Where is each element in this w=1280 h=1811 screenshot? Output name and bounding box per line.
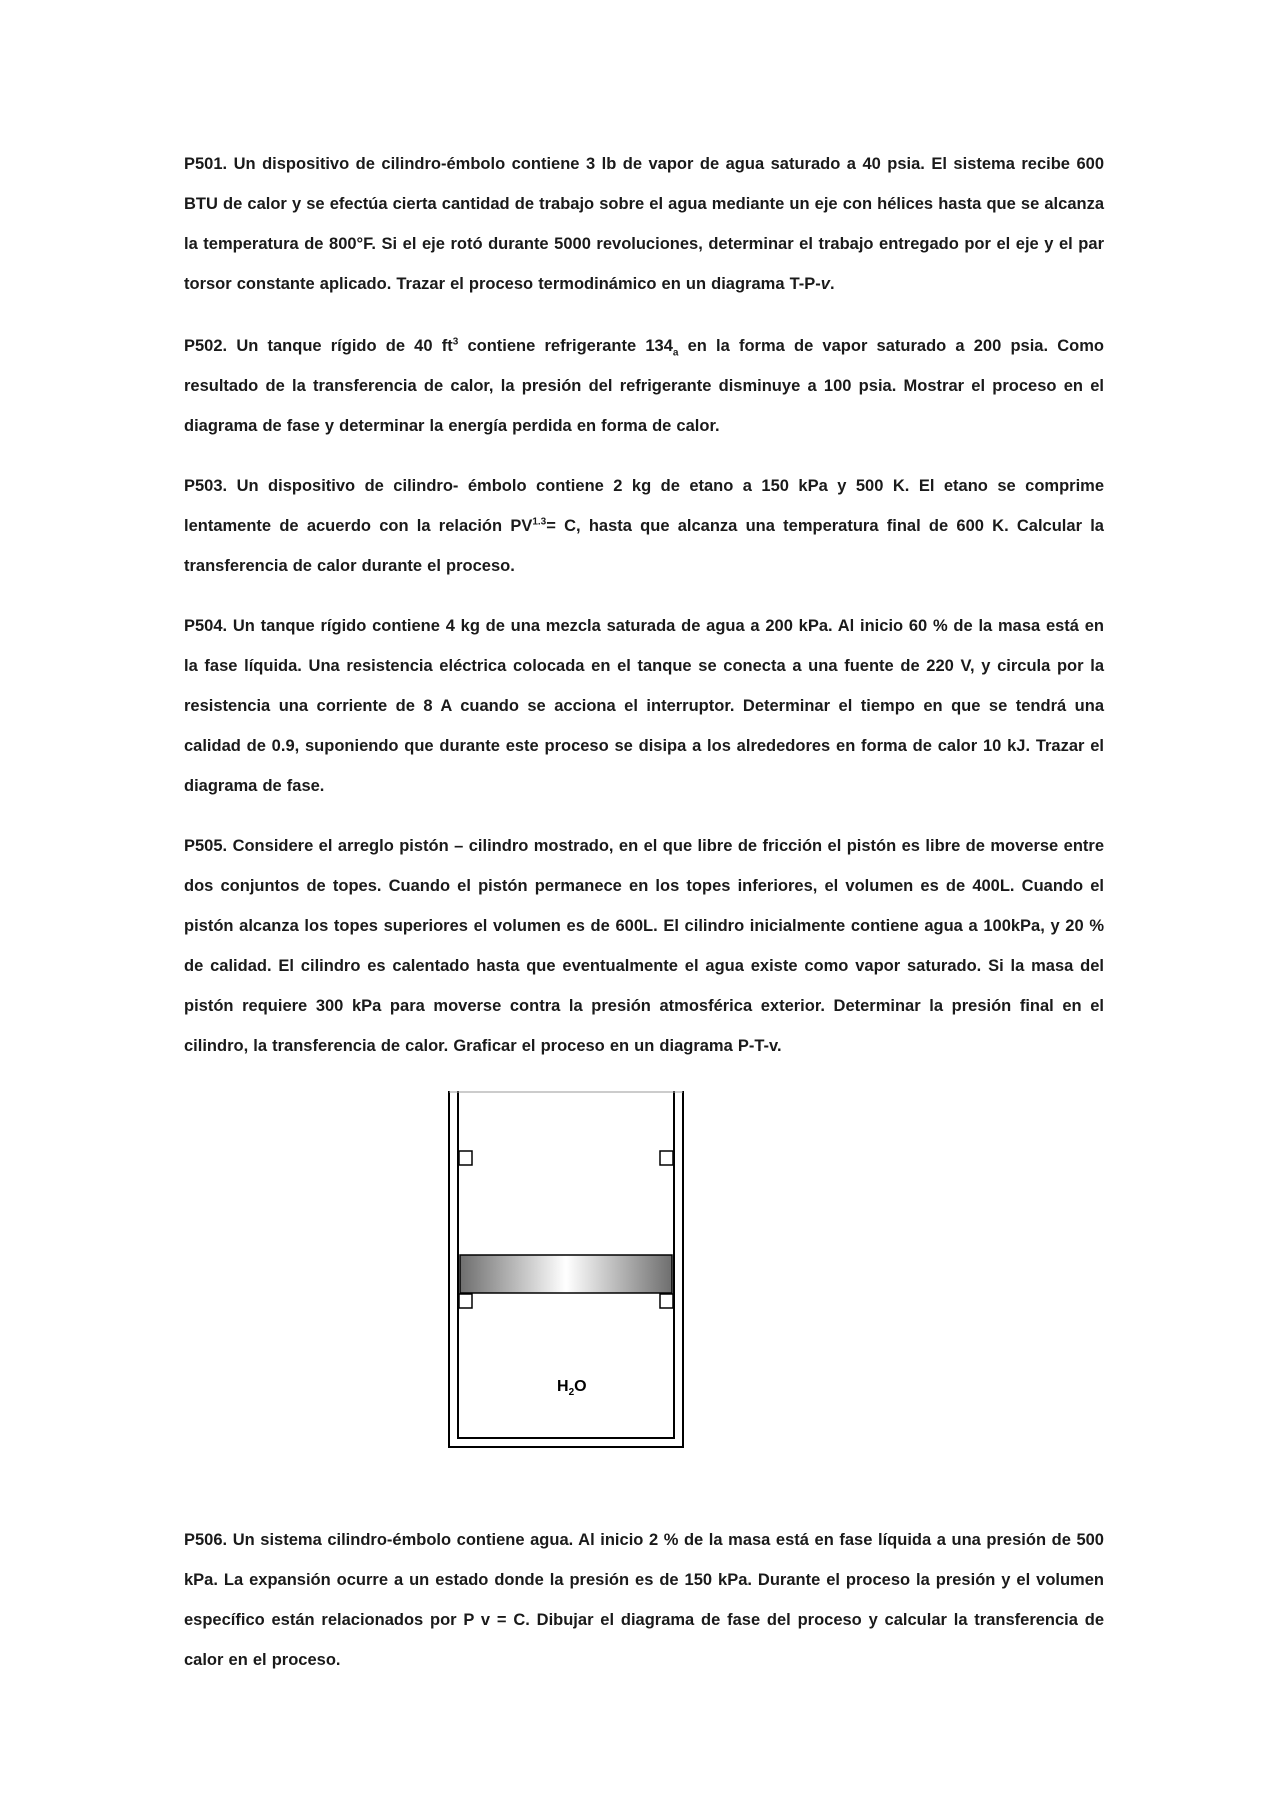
problem-p506	[184, 1520, 1104, 1680]
superscript: 1.3	[532, 516, 547, 528]
problem-p501	[184, 144, 1104, 304]
problem-text-italic: v	[820, 275, 830, 293]
problem-text: Un dispositivo de cilindro-émbolo contiene 3 lb de vapor de agua saturado a 40 psia. El sistema recibe 600 BTU de calor y se efectúa cierta cantidad de trabajo sobre el agua mediante un eje con hélices hasta que se alcanza la temperatura de 800°F. Si el eje rotó durante 5000 revoluciones, determinar el trabajo entregado por el eje y el par torsor constante aplicado. Trazar el proceso termodinámico en un diagrama T-P-	[184, 155, 1104, 293]
problem-id: P506.	[184, 1531, 228, 1549]
lower-stop-right	[660, 1294, 673, 1308]
problem-p502	[184, 326, 1104, 446]
upper-stop-left	[459, 1151, 472, 1165]
piston-cylinder-figure	[447, 1091, 685, 1449]
subscript: a	[672, 347, 679, 359]
h2o-label: $H_2O$	[557, 1378, 587, 1398]
problem-text: = C, hasta que alcanza una temperatura final de 600 K. Calcular la transferencia de calor durante el proceso.	[184, 517, 1104, 575]
lower-stop-left	[459, 1294, 472, 1308]
problem-id: P501.	[184, 155, 228, 173]
problem-text: contiene refrigerante 134	[458, 337, 673, 355]
problem-text: en la forma de vapor saturado a 200 psia. Como resultado de la transferencia de calor, la presión del refrigerante disminuye a 100 psia. Mostrar el proceso en el diagrama de fase y determinar la energía perdida en forma de calor.	[184, 337, 1104, 435]
superscript: 3	[452, 336, 459, 348]
piston-cylinder-diagram	[447, 1091, 685, 1449]
piston	[460, 1255, 672, 1293]
problem-id: P505.	[184, 837, 228, 855]
problem-text: Un dispositivo de cilindro- émbolo contiene 2 kg de etano a 150 kPa y 500 K. El etano se comprime lentamente de acuerdo con la relación PV	[184, 477, 1104, 535]
upper-stop-right	[660, 1151, 673, 1165]
problem-p505	[184, 826, 1104, 1066]
problem-p504	[184, 606, 1104, 806]
problem-id: P504.	[184, 617, 228, 635]
problem-p503	[184, 466, 1104, 586]
problem-text: Un tanque rígido de 40 ft	[236, 337, 453, 355]
problem-text: Un tanque rígido contiene 4 kg de una mezcla saturada de agua a 200 kPa. Al inicio 60 % de la masa está en la fase líquida. Una resistencia eléctrica colocada en el tanque se conecta a una fuente de 220 V, y circula por la resistencia una corriente de 8 A cuando se acciona el interruptor. Determinar el tiempo en que se tendrá una calidad de 0.9, suponiendo que durante este proceso se disipa a los alrededores en forma de calor 10 kJ. Trazar el diagrama de fase.	[184, 617, 1104, 795]
problem-text: Un sistema cilindro-émbolo contiene agua. Al inicio 2 % de la masa está en fase líquida a una presión de 500 kPa. La expansión ocurre a un estado donde la presión es de 150 kPa. Durante el proceso la presión y el volumen específico están relacionados por P v = C. Dibujar el diagrama de fase del proceso y calcular la transferencia de calor en el proceso.	[184, 1531, 1104, 1669]
problem-text: Considere el arreglo pistón – cilindro mostrado, en el que libre de fricción el pistón es libre de moverse entre dos conjuntos de topes. Cuando el pistón permanece en los topes inferiores, el volumen es de 400L. Cuando el pistón alcanza los topes superiores el volumen es de 600L. El cilindro inicialmente contiene agua a 100kPa, y 20 % de calidad. El cilindro es calentado hasta que eventualmente el agua existe como vapor saturado. Si la masa del pistón requiere 300 kPa para moverse contra la presión atmosférica exterior. Determinar la presión final en el cilindro, la transferencia de calor. Graficar el proceso en un diagrama P-T-v.	[184, 837, 1104, 1055]
problem-id: P503.	[184, 477, 228, 495]
problem-id: P502.	[184, 337, 228, 355]
problem-text-tail: .	[829, 275, 835, 293]
